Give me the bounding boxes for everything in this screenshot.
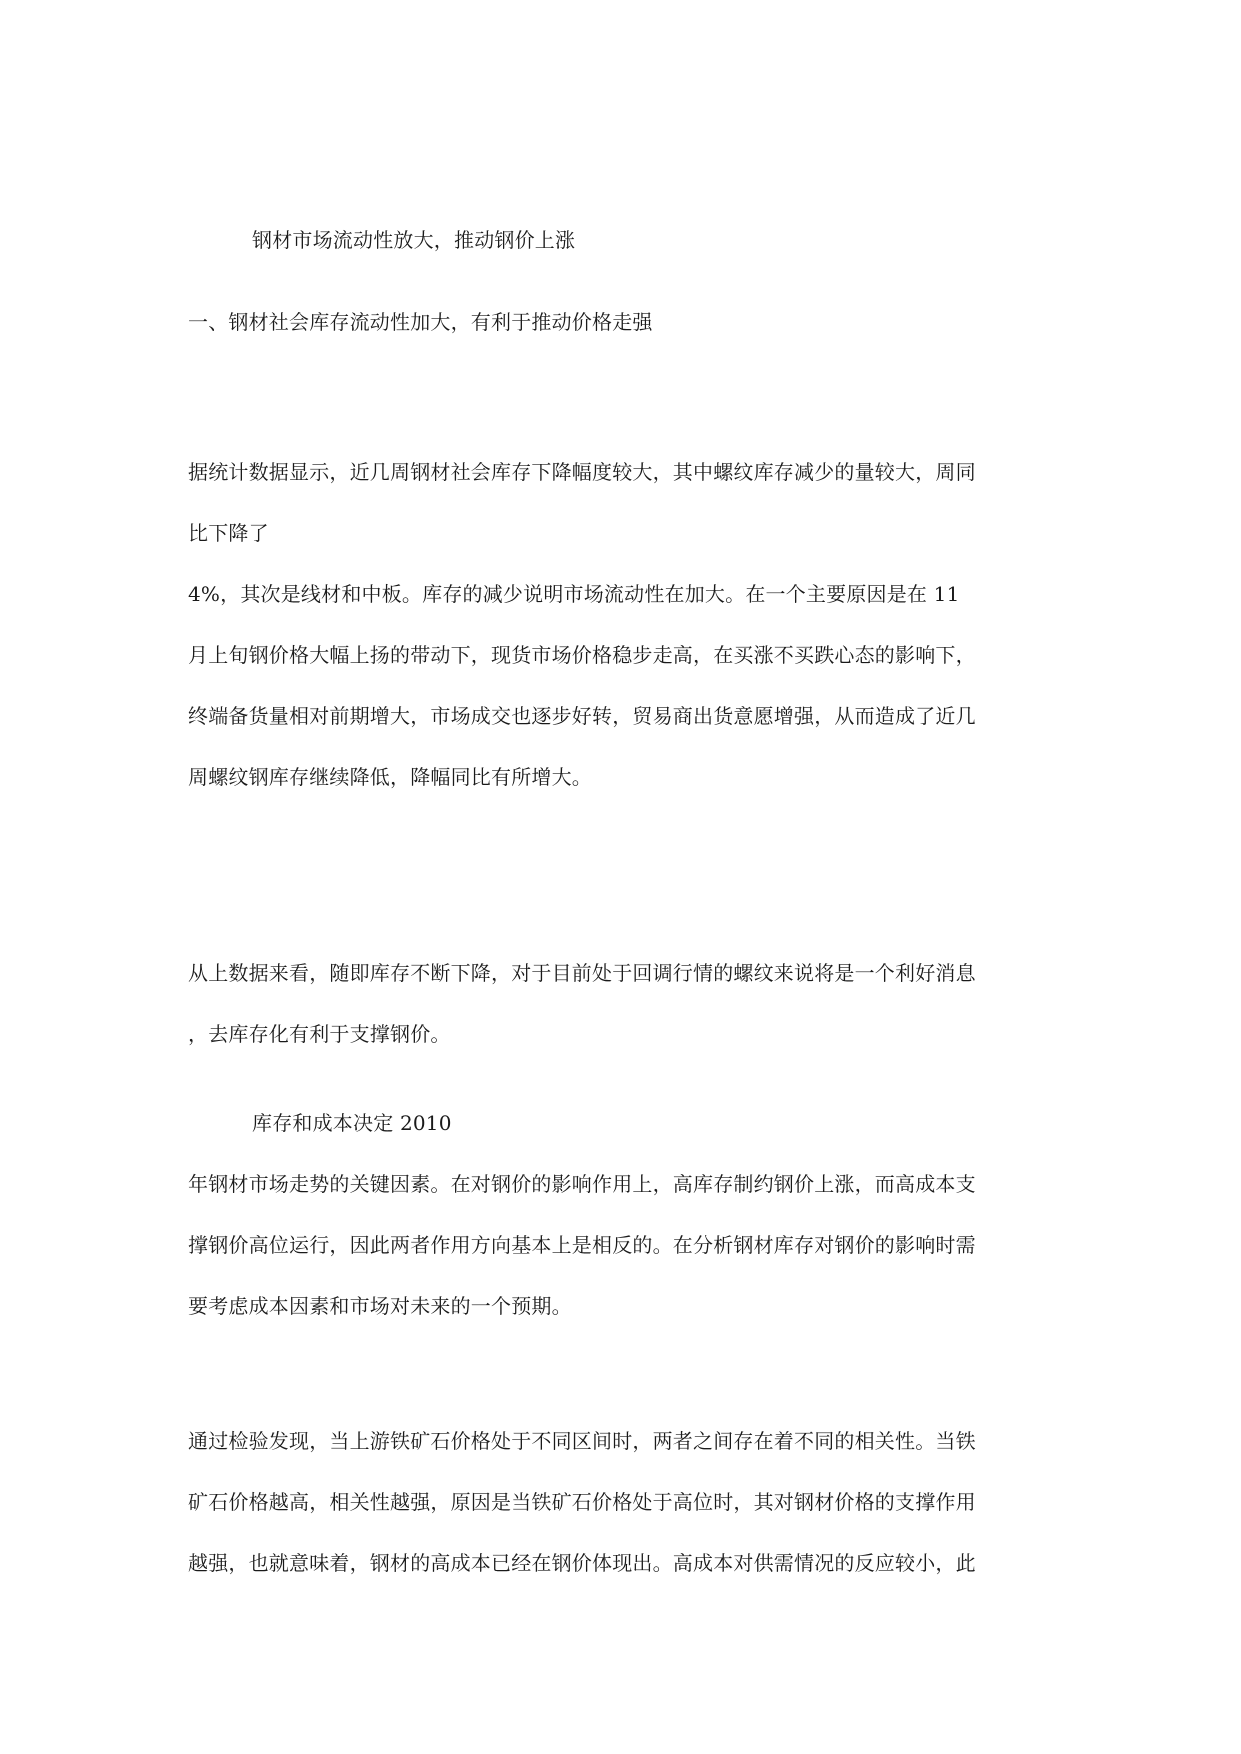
paragraph-line: 越强，也就意味着，钢材的高成本已经在钢价体现出。高成本对供需情况的反应较小，此 (188, 1551, 976, 1575)
section-heading: 一、钢材社会库存流动性加大，有利于推动价格走强 (188, 310, 653, 334)
paragraph-line: 4%，其次是线材和中板。库存的减少说明市场流动性在加大。在一个主要原因是在 11 (188, 582, 960, 606)
paragraph-line: 矿石价格越高，相关性越强，原因是当铁矿石价格处于高位时，其对钢材价格的支撑作用 (188, 1490, 976, 1514)
paragraph-line: 库存和成本决定 2010 (252, 1111, 452, 1135)
paragraph-line: 从上数据来看，随即库存不断下降，对于目前处于回调行情的螺纹来说将是一个利好消息 (188, 961, 976, 985)
paragraph-line: 比下降了 (188, 521, 269, 545)
paragraph-line: 月上旬钢价格大幅上扬的带动下，现货市场价格稳步走高，在买涨不买跌心态的影响下， (188, 643, 976, 667)
paragraph-line: 周螺纹钢库存继续降低，降幅同比有所增大。 (188, 765, 592, 789)
paragraph-line: 要考虑成本因素和市场对未来的一个预期。 (188, 1294, 572, 1318)
paragraph-line: 据统计数据显示，近几周钢材社会库存下降幅度较大，其中螺纹库存减少的量较大，周同 (188, 460, 976, 484)
paragraph-line: 年钢材市场走势的关键因素。在对钢价的影响作用上，高库存制约钢价上涨，而高成本支 (188, 1172, 976, 1196)
document-title: 钢材市场流动性放大，推动钢价上涨 (252, 228, 576, 252)
paragraph-line: 通过检验发现，当上游铁矿石价格处于不同区间时，两者之间存在着不同的相关性。当铁 (188, 1429, 976, 1453)
paragraph-line: 撑钢价高位运行，因此两者作用方向基本上是相反的。在分析钢材库存对钢价的影响时需 (188, 1233, 976, 1257)
paragraph-line: ，去库存化有利于支撑钢价。 (188, 1022, 451, 1046)
paragraph-line: 终端备货量相对前期增大，市场成交也逐步好转，贸易商出货意愿增强，从而造成了近几 (188, 704, 976, 728)
